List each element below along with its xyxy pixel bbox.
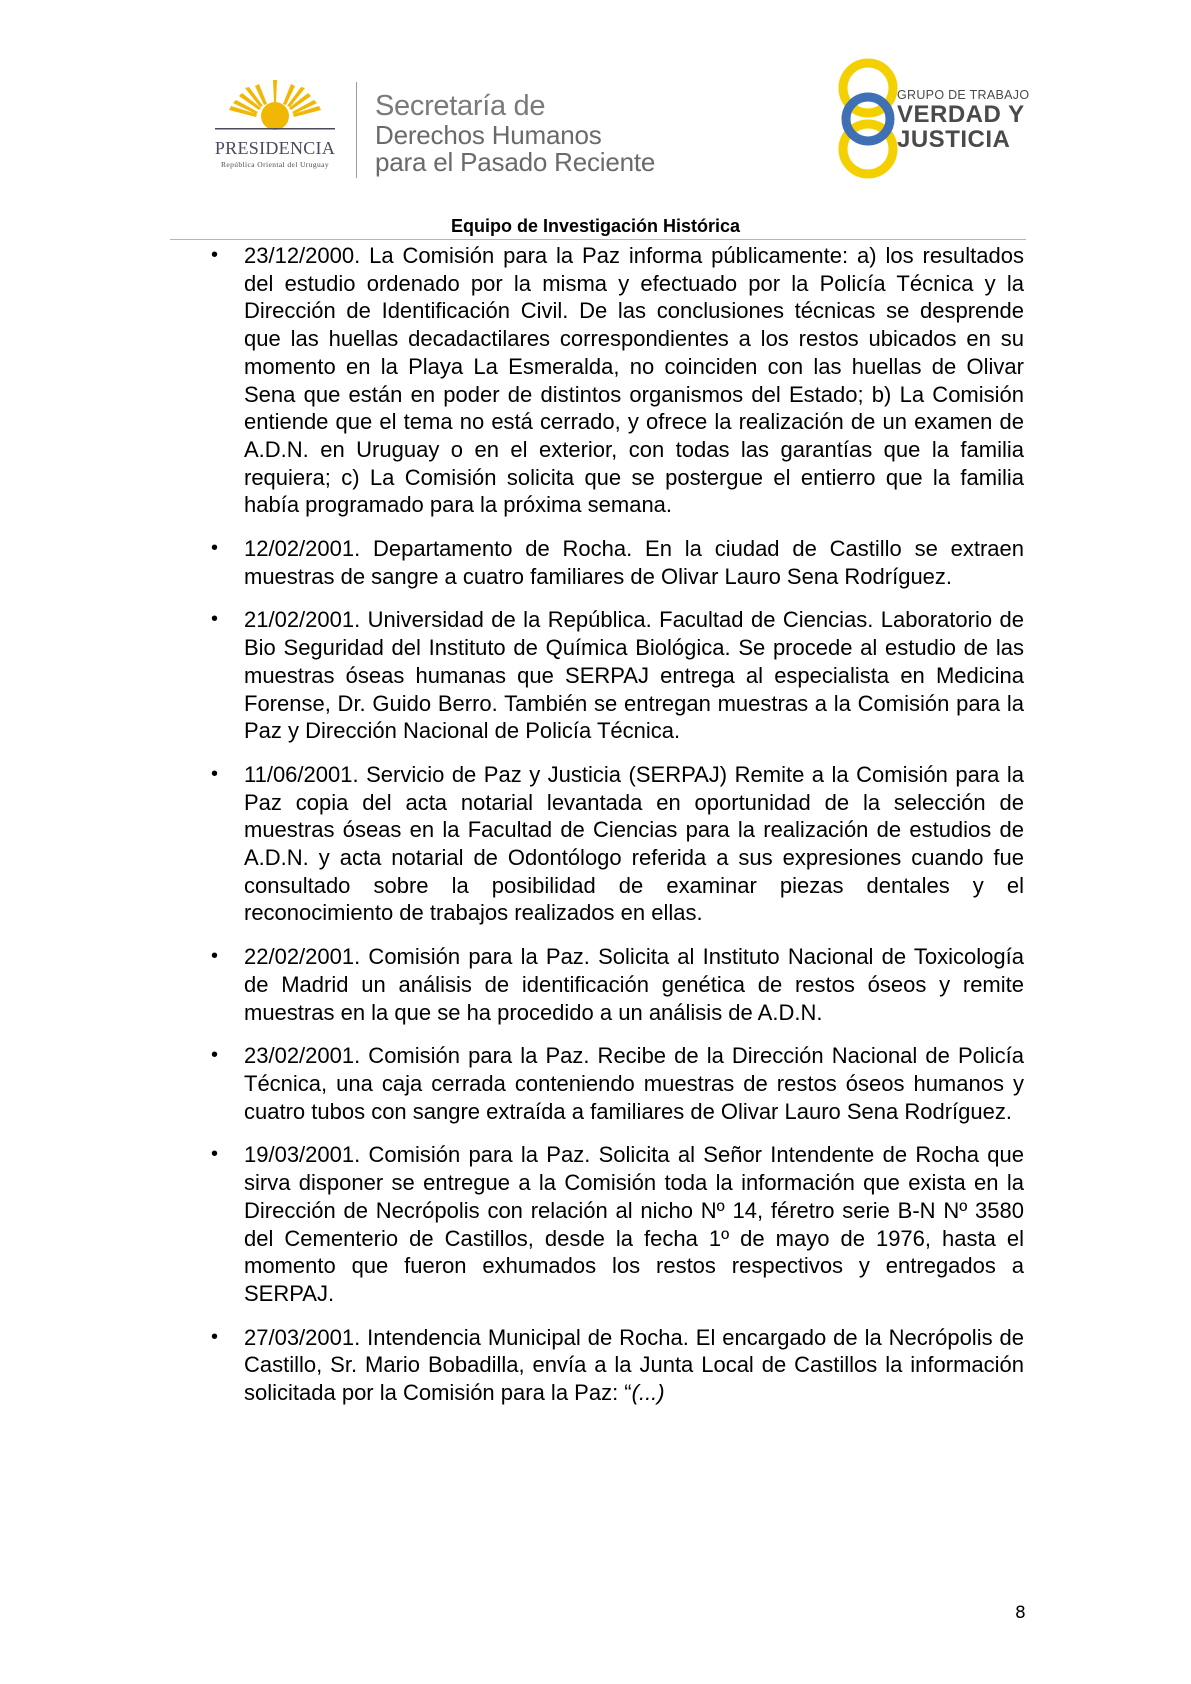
secretaria-line2: Derechos Humanos — [375, 120, 602, 150]
grupo-line2: VERDAD Y — [897, 101, 1025, 128]
list-item — [211, 242, 1024, 519]
chronology-list — [211, 242, 1024, 1423]
entry-text: 23/02/2001. Comisión para la Paz. Recibe de la Dirección Nacional de Policía Técnica, una caja cerrada conteniendo muestras de restos óseos humanos y cuatro tubos con sangre extraída a familiares de Olivar Lauro Sena Rodríguez. — [244, 1043, 1024, 1124]
bullet-icon: • — [211, 1325, 219, 1348]
entry-text: 19/03/2001. Comisión para la Paz. Solicita al Señor Intendente de Rocha que sirva disponer se entregue a la Comisión toda la información que exista en la Dirección de Necrópolis con relación al nicho Nº 14, féretro serie B-N Nº 3580 del Cementerio de Castillos, desde la fecha 1º de mayo de 1976, hasta el momento que fueron exhumados los restos respectivos y entregados a SERPAJ. — [244, 1142, 1024, 1306]
presidencia-subtitle: República Oriental del Uruguay — [220, 160, 329, 169]
list-item — [211, 1141, 1024, 1307]
entry-text: 12/02/2001. Departamento de Rocha. En la ciudad de Castillo se extraen muestras de sangre a cuatro familiares de Olivar Lauro Sena Rodríguez. — [244, 536, 1024, 589]
list-item — [211, 1324, 1024, 1407]
presidencia-wordmark: PRESIDENCIA — [214, 138, 336, 158]
entry-text: 21/02/2001. Universidad de la República. Facultad de Ciencias. Laboratorio de Bio Seguridad del Instituto de Química Biológica. Se procede al estudio de las muestras óseas humanas que SERPAJ entrega al especialista en Medicina Forense, Dr. Guido Berro. También se entregan muestras a la Comisión para la Paz y Dirección Nacional de Policía Técnica. — [244, 607, 1024, 744]
entry-ellipsis: (...) — [631, 1380, 665, 1406]
list-item — [211, 535, 1024, 590]
list-item — [211, 761, 1024, 927]
secretaria-line3: para el Pasado Reciente — [375, 147, 656, 177]
header-rule — [170, 239, 1026, 240]
sun-emblem-icon — [195, 78, 355, 140]
bullet-icon: • — [211, 537, 219, 560]
grupo-line3: JUSTICIA — [897, 126, 1011, 153]
entry-text: 11/06/2001. Servicio de Paz y Justicia (SERPAJ) Remite a la Comisión para la Paz copia del acta notarial levantada en oportunidad de la selección de muestras óseas en la Facultad de Ciencias para la realización de estudios de A.D.N. y acta notarial de Odontólogo referida a sus expresiones cuando fue consultado sobre la posibilidad de examinar piezas dentales y el reconocimiento de trabajos realizados en ellas. — [244, 761, 1024, 926]
entry-text: 27/03/2001. Intendencia Municipal de Rocha. El encargado de la Necrópolis de Castillo, Sr. Mario Bobadilla, envía a la Junta Local de Castillos la información solicitada por la Comisión para la Paz: “ — [244, 1324, 1024, 1406]
bullet-icon: • — [211, 244, 219, 266]
list-item — [211, 943, 1024, 1026]
grupo-line1: GRUPO DE TRABAJO — [897, 88, 1030, 102]
team-heading: Equipo de Investigación Histórica — [450, 216, 741, 236]
presidencia-logo — [195, 78, 355, 178]
logo-divider — [356, 82, 357, 178]
bullet-icon: • — [211, 762, 219, 785]
bullet-icon: • — [211, 945, 219, 968]
verdad-justicia-wordmark — [897, 88, 1029, 152]
bullet-icon: • — [211, 608, 219, 631]
list-item — [211, 1042, 1024, 1125]
entry-text: 22/02/2001. Comisión para la Paz. Solicita al Instituto Nacional de Toxicología de Madrid un análisis de identificación genética de restos óseos y remite muestras en la que se ha procedido a un análisis de A.D.N. — [244, 944, 1024, 1025]
entry-text: 23/12/2000. La Comisión para la Paz informa públicamente: a) los resultados del estudio ordenado por la misma y efectuado por la Policía Técnica y la Dirección de Identificación Civil. De las conclusiones técnicas se desprende que las huellas decadactilares correspondientes a los restos ubicados en su momento en la Playa La Esmeralda, no coinciden con las huellas de Olivar Sena que están en poder de distintos organismos del Estado; b) La Comisión entiende que el tema no está cerrado, y ofrece la realización de un examen de A.D.N. en Uruguay o en el exterior, con todas las garantías que la familia requiera; c) La Comisión solicita que se postergue el entierro que la familia había programado para la próxima semana. — [244, 243, 1024, 518]
list-item — [211, 606, 1024, 745]
secretaria-logo — [375, 90, 655, 176]
secretaria-line1: Secretaría de — [375, 90, 546, 122]
bullet-icon: • — [211, 1143, 219, 1166]
page-number: 8 — [1015, 1603, 1026, 1623]
bullet-icon: • — [211, 1044, 219, 1067]
